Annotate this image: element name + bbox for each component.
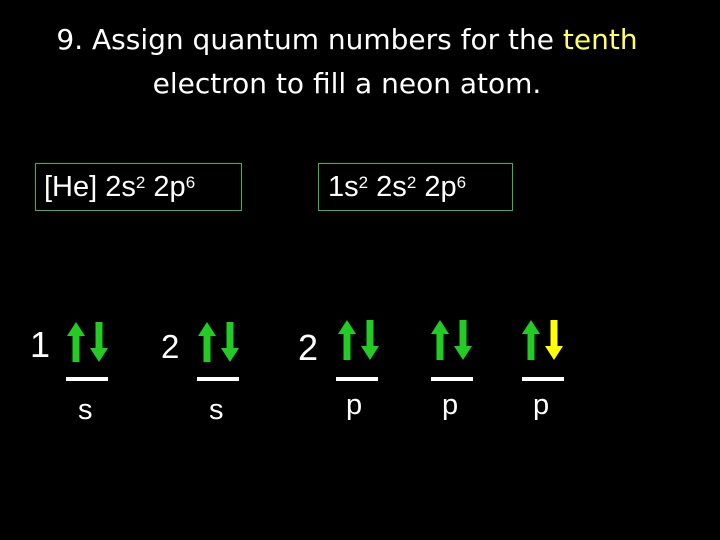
orbital-2p-3-line xyxy=(522,377,564,381)
question-title xyxy=(0,18,694,106)
sublevel-1s: s xyxy=(78,394,93,426)
config-full-box: 1s $^2$ 2s $^2$ 2p $^6$ xyxy=(318,163,513,211)
orbital-2s-arrows xyxy=(196,320,240,365)
title-highlight: tenth xyxy=(562,23,638,56)
config-p: 2p xyxy=(153,170,186,203)
sublevel-2p-2: p xyxy=(442,389,459,421)
level-2p-label: 2 xyxy=(298,327,319,368)
spin-up-arrow-icon xyxy=(338,320,356,360)
orbital-2p-3-arrows xyxy=(520,318,564,363)
sublevel-2p-1: p xyxy=(346,389,363,421)
spin-up-arrow-icon xyxy=(522,320,540,360)
config-2p: 2p xyxy=(424,170,457,203)
spin-up-arrow-icon xyxy=(198,322,216,362)
orbital-1s-arrows xyxy=(65,320,109,365)
title-line-2: electron to fill a neon atom. xyxy=(152,67,542,100)
spin-down-arrow-icon xyxy=(361,320,379,360)
orbital-2p-2-arrows xyxy=(429,318,473,363)
spin-down-arrow-icon xyxy=(221,322,239,362)
config-short-box: [He] 2s $^2$ 2p $^6$ xyxy=(35,163,242,211)
spin-up-arrow-icon xyxy=(431,320,449,360)
config-core: [He] xyxy=(44,170,98,203)
orbital-2p-2-line xyxy=(431,377,473,381)
title-line-1-text: 9. Assign quantum numbers for the xyxy=(56,23,563,56)
level-2s-label: 2 xyxy=(161,328,180,365)
config-2s: 2s xyxy=(376,170,407,203)
spin-up-arrow-icon xyxy=(67,322,85,362)
spin-down-arrow-icon xyxy=(545,320,563,360)
level-1-label: 1 xyxy=(30,324,51,365)
config-s: 2s xyxy=(105,170,136,203)
orbital-1s-line xyxy=(66,377,108,381)
sublevel-2s: s xyxy=(209,394,224,426)
spin-down-arrow-icon xyxy=(454,320,472,360)
orbital-2p-1-line xyxy=(336,377,378,381)
spin-down-arrow-icon xyxy=(90,322,108,362)
title-line-1 xyxy=(0,18,694,62)
orbital-2s-line xyxy=(197,377,239,381)
sublevel-2p-3: p xyxy=(533,389,550,421)
config-1s: 1s xyxy=(328,170,359,203)
orbital-2p-1-arrows xyxy=(336,318,380,363)
